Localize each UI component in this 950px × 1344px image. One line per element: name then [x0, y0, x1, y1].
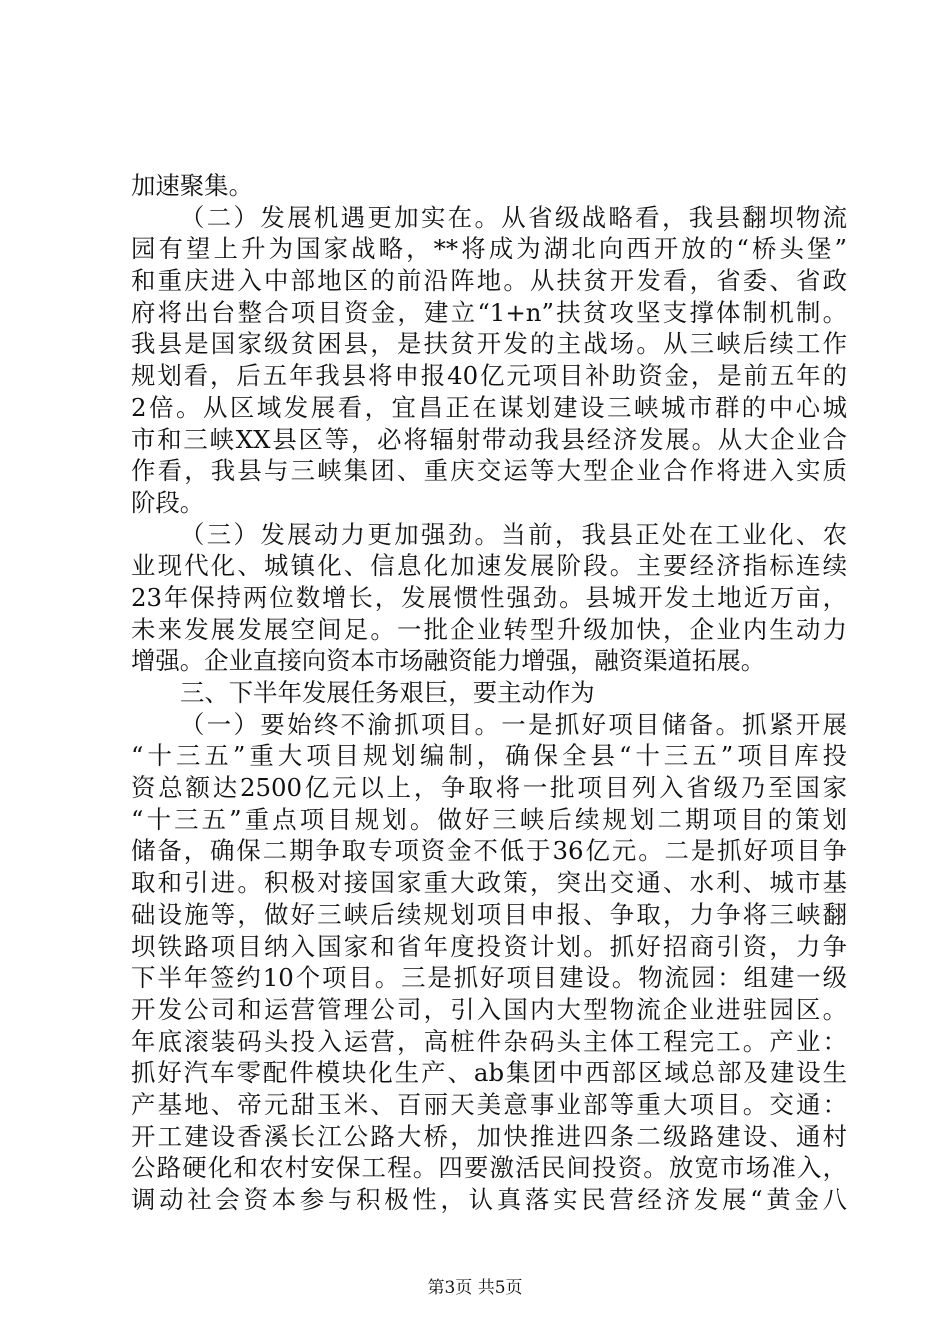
text-line: 园有望上升为国家战略，**将成为湖北向西开放的“桥头堡” [131, 234, 847, 264]
text-line: 储备，确保二期争取专项资金不低于36亿元。二是抓好项目争 [131, 836, 847, 866]
text-line: 调动社会资本参与积极性，认真落实民营经济发展“黄金八 [131, 1185, 847, 1214]
text-line: 市和三峡XX县区等，必将辐射带动我县经济发展。从大企业合 [131, 424, 847, 454]
text-line: 年底滚装码头投入运营，高桩件杂码头主体工程完工。产业： [131, 1026, 847, 1056]
text-line: 加速聚集。 [131, 171, 253, 200]
text-line: 作看，我县与三峡集团、重庆交运等大型企业合作将进入实质 [131, 456, 847, 486]
text-line: 增强。企业直接向资本市场融资能力增强，融资渠道拓展。 [131, 646, 766, 676]
text-line: 资总额达2500亿元以上，争取将一批项目列入省级乃至国家 [131, 773, 847, 803]
text-line: 未来发展发展空间足。一批企业转型升级加快，企业内生动力 [131, 614, 847, 644]
page-number-footer: 第3页 共5页 [427, 1278, 523, 1298]
text-line: （三）发展动力更加强劲。当前，我县正处在工业化、农 [180, 519, 847, 549]
document-body [131, 170, 847, 1216]
text-line: 规划看，后五年我县将申报40亿元项目补助资金，是前五年的 [131, 361, 847, 391]
text-line: 23年保持两位数增长，发展惯性强劲。县城开发土地近万亩， [131, 582, 847, 612]
text-line: 开发公司和运营管理公司，引入国内大型物流企业进驻园区。 [131, 994, 847, 1024]
text-line: 下半年签约10个项目。三是抓好项目建设。物流园：组建一级 [131, 963, 847, 993]
text-line: 业现代化、城镇化、信息化加速发展阶段。主要经济指标连续 [131, 551, 847, 581]
text-line: “十三五”重点项目规划。做好三峡后续规划二期项目的策划 [131, 804, 847, 834]
text-line: 2倍。从区域发展看，宜昌正在谋划建设三峡城市群的中心城 [131, 392, 847, 422]
text-line: “十三五”重大项目规划编制，确保全县“十三五”项目库投 [131, 741, 847, 771]
text-line: 和重庆进入中部地区的前沿阵地。从扶贫开发看，省委、省政 [131, 266, 847, 296]
text-line: 取和引进。积极对接国家重大政策，突出交通、水利、城市基 [131, 868, 847, 898]
text-line: 开工建设香溪长江公路大桥，加快推进四条二级路建设、通村 [131, 1121, 847, 1151]
text-line: 我县是国家级贫困县，是扶贫开发的主战场。从三峡后续工作 [131, 329, 847, 359]
text-line: （一）要始终不渝抓项目。一是抓好项目储备。抓紧开展 [180, 709, 847, 739]
text-line: （二）发展机遇更加实在。从省级战略看，我县翻坝物流 [180, 202, 847, 232]
text-line: 础设施等，做好三峡后续规划项目申报、争取，力争将三峡翻 [131, 899, 847, 929]
text-line: 阶段。 [131, 487, 205, 517]
text-line: 坝铁路项目纳入国家和省年度投资计划。抓好招商引资，力争 [131, 931, 847, 961]
text-line: 产基地、帝元甜玉米、百丽天美意事业部等重大项目。交通： [131, 1089, 847, 1119]
section-heading: 三、下半年发展任务艰巨，要主动作为 [180, 678, 595, 707]
text-line: 公路硬化和农村安保工程。四要激活民间投资。放宽市场准入， [131, 1153, 847, 1183]
text-line: 府将出台整合项目资金，建立“1+n”扶贫攻坚支撑体制机制。 [131, 297, 847, 327]
text-line: 抓好汽车零配件模块化生产、ab集团中西部区域总部及建设生 [131, 1058, 847, 1088]
